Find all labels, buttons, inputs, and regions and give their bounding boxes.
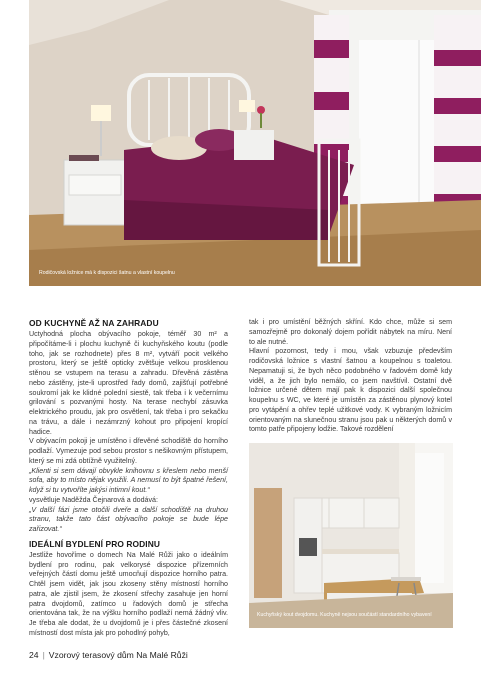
page-footer bbox=[29, 650, 188, 660]
left-column bbox=[29, 318, 228, 639]
body-paragraph: Jestliže hovoříme o domech Na Malé Růži jako o ideálním bydlení pro rodinu, pak velkorysé dispozice přízemních veřejných částí domu ještě umocňují dispozice horního patra. Chtěl jsem vidět, jak jsou zkoseny stěny místností horního patra, ale zjistil jsem, že zkosení střechy zasahuje jen horní patra dvojdomů, zatímco u řadových domů je střecha orientována tak, že na výšku horního podlaží nemá žádný vliv. Je třeba ale dodat, že u dvojdomů je i přes částečné zkosení místností dost místa jak pro pohodlný pohyb, bbox=[29, 550, 228, 637]
bedroom-photo bbox=[29, 0, 481, 286]
body-paragraph: vysvětluje Naděžda Čejnarová a dodává: bbox=[29, 495, 158, 504]
right-column bbox=[249, 318, 452, 435]
footer-separator: | bbox=[42, 650, 45, 660]
body-paragraph: tak i pro umístění běžných skříní. Kdo chce, může si sem samozřejmě pro dokonalý dojem pořídit nábytek na míru. Není to ale nutné. bbox=[249, 318, 452, 346]
body-paragraph: Uctyhodná plocha obývacího pokoje, téměř 30 m² a připočítáme-li i plochu kuchyně či kuchyňského koutu (podle toho, jak se rozhodnete) přes 8 m², vytváří pocit velkého prostoru, který se ještě opticky zvětšuje velkou prosklenou stěnou se vstupem na terasu a zahradu. Dřevěná zástěna nebo zástěny, jste-li uprostřed řady domů, zajišťují potřebné soukromí jak ke klidné polední siestě, tak třeba i k večernímu grilování s pozvanými hosty. Na terase nechybí zásuvka elektrického proudu, jak pro osvětlení, tak třeba i pro sekačku na trávu, a dále i nezámrzný kohout pro připojení kropící hadice. bbox=[29, 330, 228, 436]
bedroom-illustration bbox=[29, 0, 481, 286]
quote-paragraph: „Klienti si sem dávají obvykle knihovnu s křeslem nebo menší sofa, aby to místo nějak využili. A nemusí to být špatné řešení, když si tu vytvoříte jakýsi intimní kout.“ bbox=[29, 466, 228, 494]
quote-paragraph: „V další fázi jsme otočili dveře a další schodiště na druhou stranu, takže tato část obývacího pokoje se bude lépe zařizovat.“ bbox=[29, 505, 228, 533]
kitchen-caption: Kuchyňský kout dvojdomu. Kuchyně nejsou součástí standardního vybavení bbox=[257, 612, 432, 618]
page-number: 24 bbox=[29, 650, 39, 660]
section-heading-kitchen-to-garden: OD KUCHYNĚ AŽ NA ZAHRADU bbox=[29, 318, 159, 328]
bedroom-caption: Rodičovská ložnice má k dispozici šatnu a vlastní koupelnu bbox=[39, 270, 175, 276]
body-paragraph: Hlavní pozornost, tedy i mou, však vzbuzuje především rodičovská ložnice s vlastní šatnou a koupelnou s toaletou. Nepamatuji si, že bych něco podobného v řadovém domě kdy viděl, a že jich bylo nemálo, co jsem navštívil. Ostatní dvě ložnice určené dětem mají pak k dispozici další společnou koupelnu s WC, ve které je umístěn za zástěnou plynový kotel pro vytápění a ohřev teplé užitkové vody. K vybraným ložnicím orientovaným na slunečnou stranu jsou pak u některých domů v tomto patře připojeny lodžie. Takové rozdělení bbox=[249, 347, 452, 434]
publication-title: Vzorový terasový dům Na Malé Růži bbox=[48, 650, 188, 660]
section-heading-family-living: IDEÁLNÍ BYDLENÍ PRO RODINU bbox=[29, 538, 161, 549]
kitchen-illustration bbox=[249, 443, 453, 628]
body-paragraph: V obývacím pokoji je umístěno i dřevěné schodiště do horního podlaží. Vymezuje pod sebou prostor s nešikovným přístupem, který se mi zdá obtížně využitelný. bbox=[29, 437, 228, 465]
kitchen-photo bbox=[249, 443, 453, 628]
